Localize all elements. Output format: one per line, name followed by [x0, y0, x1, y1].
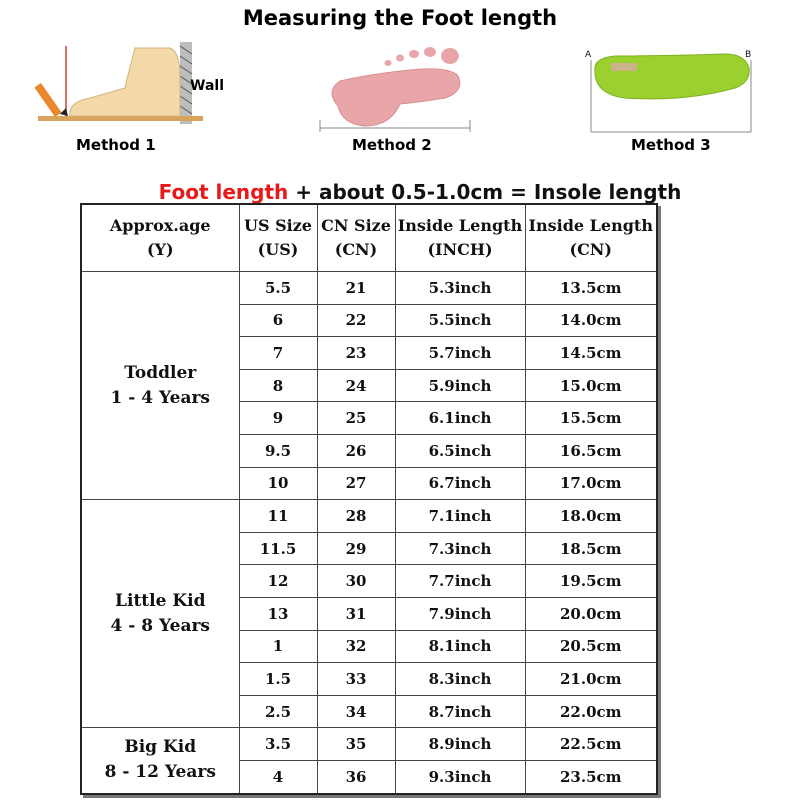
header-length-cm: Inside Length (CN): [525, 204, 657, 272]
cn-size-cell: 22: [317, 304, 395, 337]
age-group-big-kid: Big Kid 8 - 12 Years: [81, 728, 239, 794]
method-2-label: Method 2: [352, 136, 432, 154]
cn-size-cell: 25: [317, 402, 395, 435]
method-1-illustration: [30, 36, 240, 164]
us-size-cell: 9: [239, 402, 317, 435]
us-size-cell: 1.5: [239, 663, 317, 696]
method-1-label: Method 1: [76, 136, 156, 154]
length-inch-cell: 8.9inch: [395, 728, 525, 761]
cn-size-cell: 24: [317, 369, 395, 402]
us-size-cell: 2.5: [239, 695, 317, 728]
cn-size-cell: 21: [317, 272, 395, 305]
length-cm-cell: 23.5cm: [525, 760, 657, 793]
method-2-illustration: [310, 36, 480, 164]
us-size-cell: 1: [239, 630, 317, 663]
table-header-row: [81, 204, 657, 272]
page-title: Measuring the Foot length: [242, 6, 558, 30]
table-row: [81, 728, 657, 761]
table-row: [81, 500, 657, 533]
length-inch-cell: 7.7inch: [395, 565, 525, 598]
table-row: [81, 272, 657, 305]
header-us-size: US Size (US): [239, 204, 317, 272]
cn-size-cell: 36: [317, 760, 395, 793]
cn-size-cell: 33: [317, 663, 395, 696]
length-inch-cell: 5.9inch: [395, 369, 525, 402]
length-cm-cell: 15.5cm: [525, 402, 657, 435]
length-inch-cell: 6.1inch: [395, 402, 525, 435]
length-inch-cell: 5.7inch: [395, 337, 525, 370]
length-inch-cell: 9.3inch: [395, 760, 525, 793]
length-cm-cell: 20.0cm: [525, 597, 657, 630]
cn-size-cell: 27: [317, 467, 395, 500]
us-size-cell: 6: [239, 304, 317, 337]
us-size-cell: 3.5: [239, 728, 317, 761]
length-cm-cell: 14.5cm: [525, 337, 657, 370]
length-inch-cell: 7.9inch: [395, 597, 525, 630]
length-cm-cell: 21.0cm: [525, 663, 657, 696]
foot-length-label: Foot length: [158, 180, 289, 204]
length-cm-cell: 20.5cm: [525, 630, 657, 663]
insole-formula: [0, 180, 800, 204]
point-b-label: B: [745, 50, 752, 60]
size-chart-table: [80, 203, 658, 795]
length-inch-cell: 8.7inch: [395, 695, 525, 728]
length-inch-cell: 6.7inch: [395, 467, 525, 500]
length-cm-cell: 17.0cm: [525, 467, 657, 500]
us-size-cell: 10: [239, 467, 317, 500]
length-inch-cell: 7.3inch: [395, 532, 525, 565]
length-inch-cell: 5.3inch: [395, 272, 525, 305]
length-cm-cell: 18.0cm: [525, 500, 657, 533]
us-size-cell: 4: [239, 760, 317, 793]
cn-size-cell: 30: [317, 565, 395, 598]
cn-size-cell: 32: [317, 630, 395, 663]
header-cn-size: CN Size (CN): [317, 204, 395, 272]
point-a-label: A: [585, 50, 592, 60]
us-size-cell: 12: [239, 565, 317, 598]
cn-size-cell: 35: [317, 728, 395, 761]
length-inch-cell: 5.5inch: [395, 304, 525, 337]
method-3-label: Method 3: [631, 136, 711, 154]
length-inch-cell: 8.1inch: [395, 630, 525, 663]
us-size-cell: 9.5: [239, 434, 317, 467]
cn-size-cell: 28: [317, 500, 395, 533]
us-size-cell: 7: [239, 337, 317, 370]
wall-label: Wall: [190, 78, 224, 94]
us-size-cell: 11.5: [239, 532, 317, 565]
us-size-cell: 13: [239, 597, 317, 630]
length-cm-cell: 22.5cm: [525, 728, 657, 761]
cn-size-cell: 29: [317, 532, 395, 565]
length-inch-cell: 8.3inch: [395, 663, 525, 696]
length-cm-cell: 13.5cm: [525, 272, 657, 305]
cn-size-cell: 26: [317, 434, 395, 467]
length-inch-cell: 7.1inch: [395, 500, 525, 533]
formula-rest: + about 0.5-1.0cm = Insole length: [288, 180, 682, 204]
age-group-toddler: Toddler 1 - 4 Years: [81, 272, 239, 500]
length-cm-cell: 18.5cm: [525, 532, 657, 565]
length-cm-cell: 14.0cm: [525, 304, 657, 337]
cn-size-cell: 23: [317, 337, 395, 370]
method-3-illustration: [585, 36, 760, 164]
length-cm-cell: 15.0cm: [525, 369, 657, 402]
length-inch-cell: 6.5inch: [395, 434, 525, 467]
age-group-little-kid: Little Kid 4 - 8 Years: [81, 500, 239, 728]
length-cm-cell: 22.0cm: [525, 695, 657, 728]
cn-size-cell: 34: [317, 695, 395, 728]
length-cm-cell: 19.5cm: [525, 565, 657, 598]
us-size-cell: 8: [239, 369, 317, 402]
us-size-cell: 5.5: [239, 272, 317, 305]
header-length-inch: Inside Length (INCH): [395, 204, 525, 272]
header-age: Approx.age (Y): [81, 204, 239, 272]
cn-size-cell: 31: [317, 597, 395, 630]
us-size-cell: 11: [239, 500, 317, 533]
length-cm-cell: 16.5cm: [525, 434, 657, 467]
